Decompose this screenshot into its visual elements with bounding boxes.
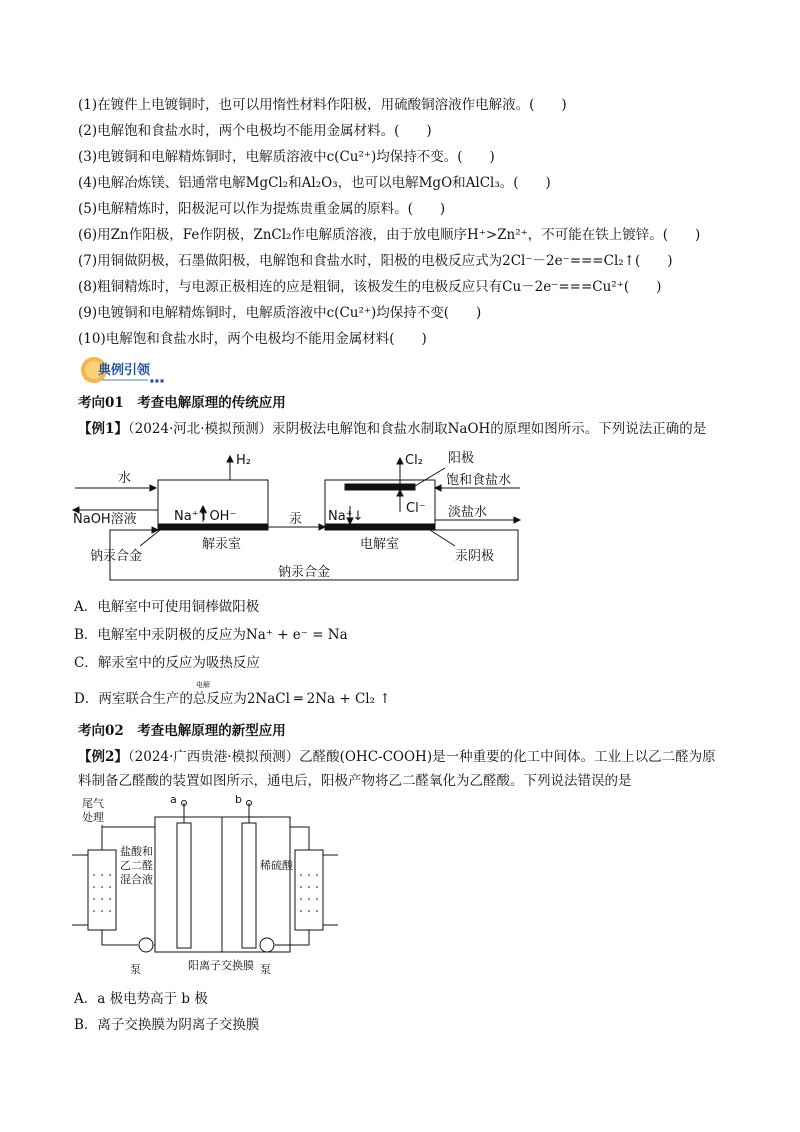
section-title: 考向01 考查电解原理的传统应用 bbox=[78, 395, 286, 411]
option-a: A．电解室中可使用铜棒做阳极 bbox=[74, 599, 260, 615]
svg-text:泵: 泵 bbox=[260, 963, 271, 976]
judgment-item: (1)在镀件上电镀铜时，也可以用惰性材料作阳极，用硫酸铜溶液作电解液。( ) bbox=[78, 97, 567, 113]
option-b: B．离子交换膜为阴离子交换膜 bbox=[74, 1017, 260, 1033]
judgment-item: (8)粗铜精炼时，与电源正极相连的应是粗铜，该极发生的电极反应只有Cu－2e⁻===Cu²⁺( ) bbox=[78, 279, 662, 295]
example-2-stem-1: 【例2】（2024·广西贵港·模拟预测）乙醛酸(OHC-COOH)是一种重要的化工中间体。工业上以乙二醛为原 bbox=[78, 749, 716, 765]
example-1-stem: 【例1】（2024·河北·模拟预测）汞阴极法电解饱和食盐水制取NaOH的原理如图所示。下列说法正确的是 bbox=[78, 421, 707, 437]
svg-text:处理: 处理 bbox=[82, 811, 104, 824]
svg-text:Cl⁻: Cl⁻ bbox=[406, 501, 426, 516]
option-a: A．a 极电势高于 b 极 bbox=[74, 991, 208, 1007]
svg-text:阳离子交换膜: 阳离子交换膜 bbox=[188, 959, 254, 972]
svg-text:混合液: 混合液 bbox=[120, 873, 153, 886]
svg-text:Cl₂: Cl₂ bbox=[405, 453, 423, 468]
svg-text:钠汞合金: 钠汞合金 bbox=[278, 565, 331, 580]
svg-text:稀硫酸: 稀硫酸 bbox=[260, 859, 293, 872]
svg-text:水: 水 bbox=[118, 471, 132, 486]
glyoxylic-acid-apparatus bbox=[70, 795, 380, 985]
judgment-item: (9)电镀铜和电解精炼铜时，电解质溶液中c(Cu²⁺)均保持不变( ) bbox=[78, 305, 482, 321]
svg-text:阳极: 阳极 bbox=[448, 451, 475, 466]
judgment-item: (2)电解饱和食盐水时，两个电极均不能用金属材料。( ) bbox=[78, 123, 432, 139]
svg-text:汞: 汞 bbox=[289, 512, 303, 527]
mercury-cell-diagram bbox=[70, 448, 530, 588]
example-badge bbox=[80, 355, 170, 385]
svg-text:钠汞合金: 钠汞合金 bbox=[90, 549, 143, 564]
option-b: B．电解室中汞阴极的反应为Na⁺ + e⁻ = Na bbox=[74, 627, 348, 643]
judgment-item: (10)电解饱和食盐水时，两个电极均不能用金属材料( ) bbox=[78, 331, 427, 347]
judgment-item: (4)电解冶炼镁、铝通常电解MgCl₂和Al₂O₃，也可以电解MgO和AlCl₃。( ) bbox=[78, 175, 551, 191]
svg-text:解汞室: 解汞室 bbox=[202, 537, 242, 552]
svg-text:b: b bbox=[235, 795, 242, 806]
example-2-stem-2: 料制备乙醛酸的装置如图所示，通电后，阳极产物将乙二醛氧化为乙醛酸。下列说法错误的是 bbox=[78, 773, 632, 789]
svg-text:电解室: 电解室 bbox=[360, 537, 400, 552]
svg-text:乙二醛: 乙二醛 bbox=[120, 859, 153, 872]
option-d: D．两室联合生产的总反应为2NaCl ═ 2Na + Cl₂ ↑ bbox=[74, 691, 391, 707]
badge-title: 典例引领 bbox=[98, 363, 151, 378]
svg-text:汞阴极: 汞阴极 bbox=[455, 549, 495, 564]
svg-text:a: a bbox=[170, 795, 177, 806]
judgment-item: (7)用铜做阴极，石墨做阳极，电解饱和食盐水时，阳极的电极反应式为2Cl⁻－2e⁻===Cl₂↑( ) bbox=[78, 253, 673, 269]
judgment-item: (3)电镀铜和电解精炼铜时，电解质溶液中c(Cu²⁺)均保持不变。( ) bbox=[78, 149, 495, 165]
judgment-item: (6)用Zn作阳极，Fe作阴极，ZnCl₂作电解质溶液，由于放电顺序H⁺>Zn²⁺，不可能在铁上镀锌。( ) bbox=[78, 227, 701, 243]
svg-text:Na⁺↑OH⁻: Na⁺↑OH⁻ bbox=[174, 509, 237, 524]
svg-text:尾气: 尾气 bbox=[82, 797, 104, 810]
option-d-condition: 电解 bbox=[196, 681, 210, 689]
svg-text:Na⁺↓: Na⁺↓ bbox=[328, 509, 364, 524]
svg-text:盐酸和: 盐酸和 bbox=[120, 845, 153, 858]
svg-text:饱和食盐水: 饱和食盐水 bbox=[446, 473, 512, 488]
judgment-item: (5)电解精炼时，阳极泥可以作为提炼贵重金属的原料。( ) bbox=[78, 201, 446, 217]
option-c: C．解汞室中的反应为吸热反应 bbox=[74, 655, 260, 671]
svg-text:泵: 泵 bbox=[130, 963, 141, 976]
badge-sub: ■ ■ ■ bbox=[150, 378, 164, 383]
svg-text:H₂: H₂ bbox=[236, 453, 251, 468]
svg-text:NaOH溶液: NaOH溶液 bbox=[73, 512, 137, 527]
section-title: 考向02 考查电解原理的新型应用 bbox=[78, 723, 286, 739]
svg-text:淡盐水: 淡盐水 bbox=[448, 505, 488, 520]
